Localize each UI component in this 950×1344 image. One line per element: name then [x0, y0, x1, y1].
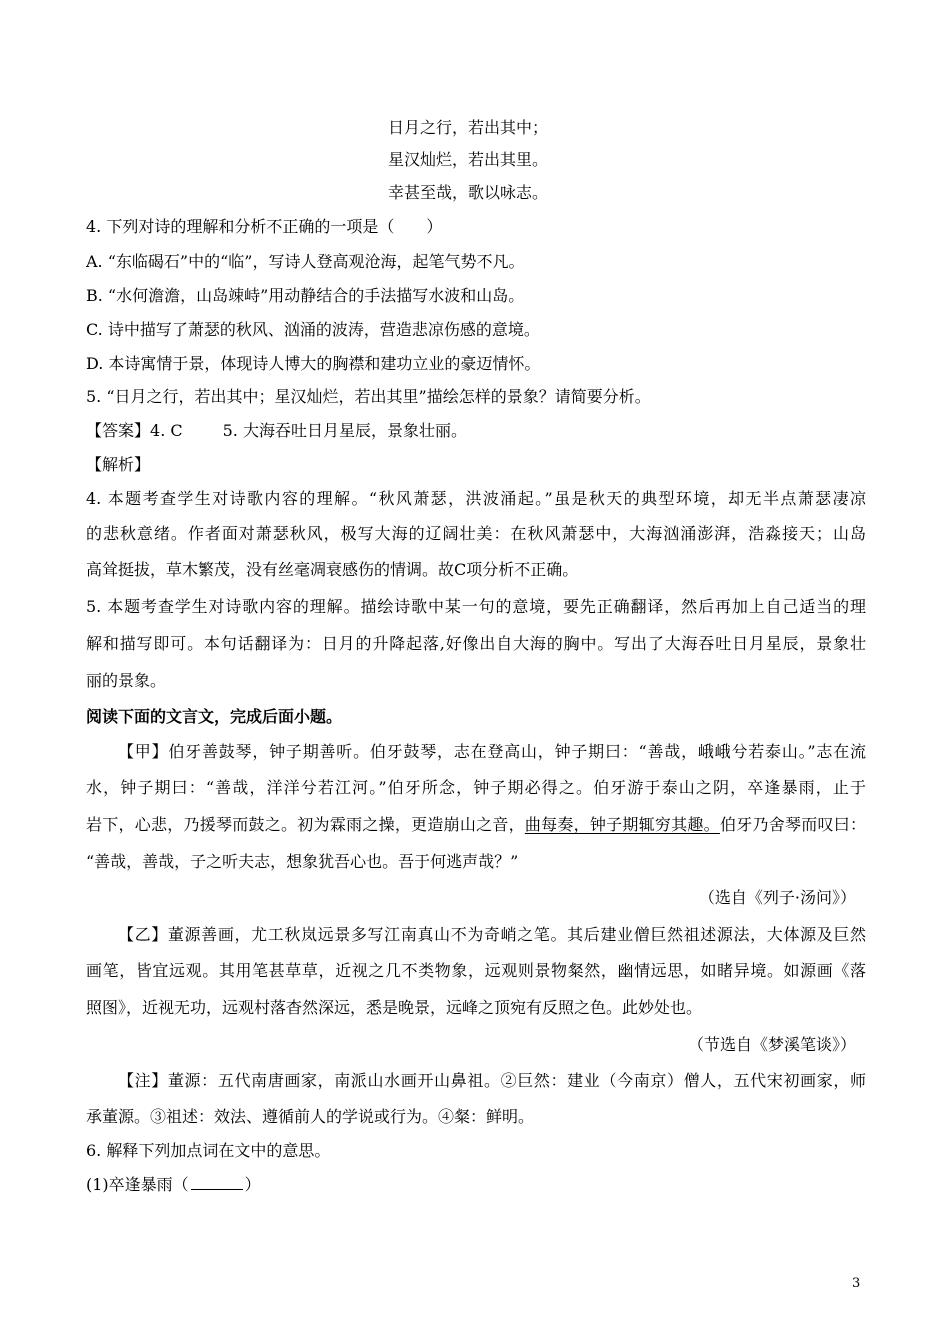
question-6-item-1-text: (1)卒逢暴雨（	[86, 1175, 189, 1194]
poem-line: 星汉灿烂，若出其里。	[388, 150, 549, 169]
question-4-stem: 4. 下列对诗的理解和分析不正确的一项是（ ）	[86, 217, 443, 236]
analysis-5-line: 5. 本题考查学生对诗歌内容的理解。描绘诗歌中某一句的意境，要先正确翻译，然后再加上自己适当的理	[86, 597, 866, 616]
question-6-stem: 6. 解释下列加点词在文中的意思。	[86, 1141, 331, 1160]
question-6-item-1	[86, 1174, 866, 1196]
underlined-sentence: 曲每奏，钟子期辄穷其趣。	[524, 815, 720, 834]
answer-part-1: 4. C	[150, 421, 183, 440]
note-line: 【注】董源：五代南唐画家，南派山水画开山鼻祖。②巨然：建业（今南京）僧人，五代宋初画家，师	[118, 1071, 866, 1090]
answer-label: 【答案】	[86, 421, 151, 440]
passage-yi-line: 【乙】董源善画，尤工秋岚远景多写江南真山不为奇峭之笔。其后建业僧巨然祖述源法，大体源及巨然	[118, 925, 866, 944]
passage-jia-line: “善哉，善哉，子之听夫志，想象犹吾心也。吾于何逃声哉？”	[86, 852, 519, 871]
poem-line: 幸甚至哉，歌以咏志。	[388, 183, 549, 202]
answer-part-2: 5. 大海吞吐日月星辰，景象壮丽。	[222, 421, 467, 440]
question-4-option-d: D. 本诗寓情于景，体现诗人博大的胸襟和建功立业的豪迈情怀。	[86, 354, 541, 373]
question-4-option-b: B. “水何澹澹，山岛竦峙”用动静结合的手法描写水波和山岛。	[86, 286, 525, 305]
analysis-5-line: 解和描写即可。本句话翻译为：日月的升降起落,好像出自大海的胸中。写出了大海吞吐日月星辰，景象壮	[86, 634, 866, 653]
passage-yi-line: 画笔，皆宜远观。其用笔甚草草，近视之几不类物象，远观则景物粲然，幽情远思，如睹异境。如源画《落	[86, 961, 866, 980]
passage-jia-text: 岩下，心悲，乃援琴而鼓之。初为霖雨之操，更造崩山之音，	[86, 815, 525, 834]
question-4-option-c: C. 诗中描写了萧瑟的秋风、汹涌的波涛，营造悲凉伤感的意境。	[86, 320, 540, 339]
analysis-5-line: 丽的景象。	[86, 671, 167, 690]
analysis-label: 【解析】	[86, 455, 151, 474]
passage-jia-line: 水，钟子期曰：“善哉，洋洋兮若江河。”伯牙所念，钟子期必得之。伯牙游于泰山之阴，卒逢暴雨，止于	[86, 778, 866, 797]
passage-jia-line	[86, 814, 866, 836]
passage-yi-line: 照图》，近视无功，远观村落杳然深远，悉是晚景，远峰之顶宛有反照之色。此妙处也。	[86, 998, 703, 1017]
page-number: 3	[852, 1276, 861, 1291]
passage-jia-text: 伯牙乃舍琴而叹曰：	[719, 815, 866, 834]
poem-line: 日月之行，若出其中；	[388, 118, 549, 137]
question-4-option-a: A. “东临碣石”中的“临”，写诗人登高观沧海，起笔气势不凡。	[86, 252, 525, 271]
passage-yi-source: （节选自《梦溪笔谈》）	[687, 1035, 856, 1054]
analysis-4-line: 的悲秋意绪。作者面对萧瑟秋风，极写大海的辽阔壮美：在秋风萧瑟中，大海汹涌澎湃，浩淼接天；山岛	[86, 524, 866, 543]
reading-instruction: 阅读下面的文言文，完成后面小题。	[86, 707, 343, 726]
passage-jia-line: 【甲】伯牙善鼓琴，钟子期善听。伯牙鼓琴，志在登高山，钟子期曰：“善哉，峨峨兮若泰山。”志在流	[118, 742, 866, 761]
note-line: 承董源。③祖述：效法、遵循前人的学说或行为。④粲：鲜明。	[86, 1107, 535, 1126]
passage-jia-source: （选自《列子·汤问》）	[698, 888, 856, 907]
analysis-4-line: 高耸挺拔，草木繁茂，没有丝毫凋衰感伤的情调。故C项分析不正确。	[86, 560, 579, 579]
analysis-4-line: 4. 本题考查学生对诗歌内容的理解。“秋风萧瑟，洪波涌起。”虽是秋天的典型环境，却无半点萧瑟凄凉	[86, 489, 866, 508]
question-5-stem: 5. “日月之行，若出其中；星汉灿烂，若出其里”描绘怎样的景象？请简要分析。	[86, 387, 651, 406]
answer-line	[86, 420, 866, 442]
answer-blank[interactable]	[191, 1175, 243, 1190]
question-6-item-1-close: ）	[244, 1175, 261, 1194]
